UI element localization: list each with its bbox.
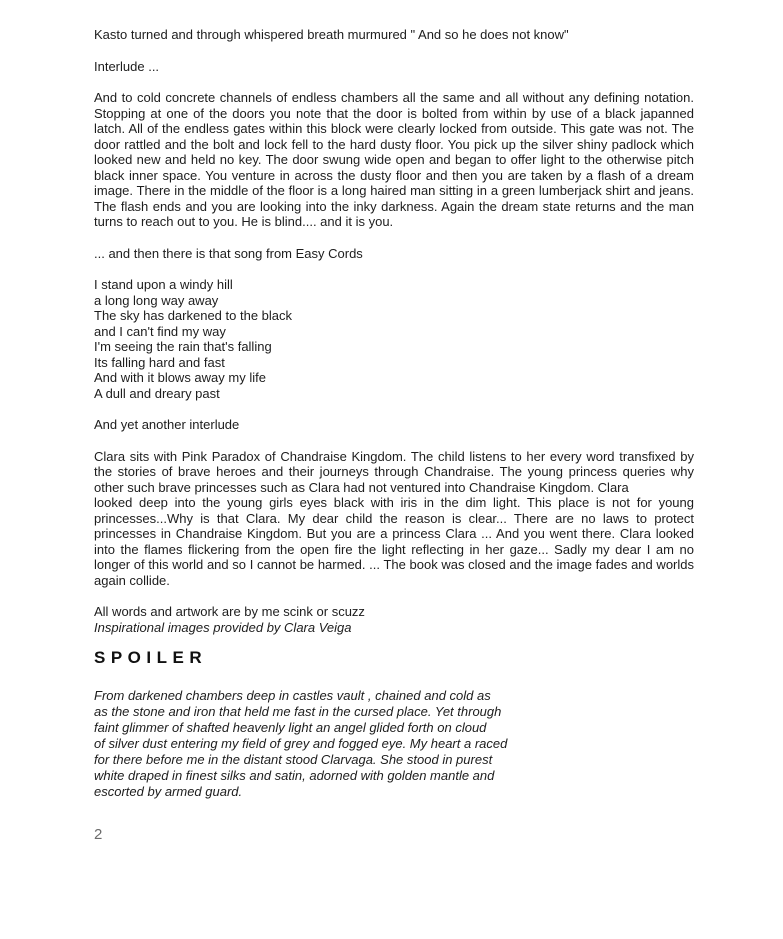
- lyric-line: And with it blows away my life: [94, 370, 266, 385]
- credits-block: [94, 604, 694, 635]
- spoiler-verse: [94, 688, 694, 800]
- spoiler-verse-line: escorted by armed guard.: [94, 784, 243, 799]
- spoiler-verse-line: for there before me in the distant stood Clarvaga. She stood in purest: [94, 752, 493, 767]
- clara-paragraph-part1: Clara sits with Pink Paradox of Chandraise Kingdom. The child listens to her every word transfixed by the stories of brave heroes and their journeys through Chandraise. The young princess queries why other such brave princesses such as Clara had not ventured into Chandraise Kingdom. Clara: [94, 448, 694, 495]
- lyric-line: A dull and dreary past: [94, 385, 220, 401]
- interlude-line-2: And yet another interlude: [94, 417, 240, 432]
- song-intro-line: ... and then there is that song from Easy Cords: [94, 245, 363, 261]
- song-lyrics: [94, 277, 694, 401]
- clara-paragraph-part2: looked deep into the young girls eyes black with iris in the dim light. This place is not for young princesses...Why is that Clara. My dear child the reason is clear... There are no laws to protect princesses in Chandraise Kingdom. But you are a princess Clara ... And you went there. Clara looked into the flames flickering from the open fire the light reflecting in her gaze... Sadly my dear I am no longer of this world and so I cannot be harmed. ... The book was closed and the image fades and worlds again collide.: [94, 495, 694, 588]
- kasto-paragraph: Kasto turned and through whispered breath murmured " And so he does not know": [94, 27, 569, 42]
- clara-paragraph: [94, 449, 694, 589]
- spoiler-verse-line: as the stone and iron that held me fast in the cursed place. Yet through: [94, 704, 502, 719]
- credit-inspirational-images: Inspirational images provided by Clara Veiga: [94, 619, 352, 635]
- lyric-line: Its falling hard and fast: [94, 354, 225, 370]
- credit-words-artwork: All words and artwork are by me scink or scuzz: [94, 604, 365, 619]
- lyric-line: The sky has darkened to the black: [94, 308, 293, 323]
- spoiler-verse-line: white draped in finest silks and satin, adorned with golden mantle and: [94, 768, 495, 783]
- page-number: 2: [94, 826, 103, 843]
- interlude-line-1: Interlude ...: [94, 58, 160, 74]
- lyric-line: I'm seeing the rain that's falling: [94, 339, 272, 354]
- lyric-line: and I can't find my way: [94, 323, 226, 339]
- lyric-line: I stand upon a windy hill: [94, 277, 233, 292]
- chambers-paragraph: And to cold concrete channels of endless chambers all the same and all without any defining notation. Stopping at one of the doors you note that the door is bolted from within by use of a black japanned latch. All of the endless gates within this block were clearly locked from outside. This gate was not. The door rattled and the bolt and lock fell to the hard dusty floor. You pick up the silver shiny padlock which looked new and held no key. The door swung wide open and began to offer light to the otherwise pitch black inner space. You venture in across the dusty floor and then you are taken by a flash of a dream image. There in the middle of the floor is a long haired man sitting in a green lumberjack shirt and jeans. The flash ends and you are looking into the inky darkness. Again the dream state returns and the man turns to reach out to you. He is blind.... and it is you.: [94, 90, 694, 229]
- lyric-line: a long long way away: [94, 292, 219, 308]
- spoiler-heading: SPOILER: [94, 648, 208, 667]
- spoiler-verse-line: faint glimmer of shafted heavenly light an angel glided forth on cloud: [94, 720, 487, 735]
- spoiler-verse-line: From darkened chambers deep in castles vault , chained and cold as: [94, 688, 491, 703]
- spoiler-verse-line: of silver dust entering my field of grey and fogged eye. My heart a raced: [94, 736, 508, 751]
